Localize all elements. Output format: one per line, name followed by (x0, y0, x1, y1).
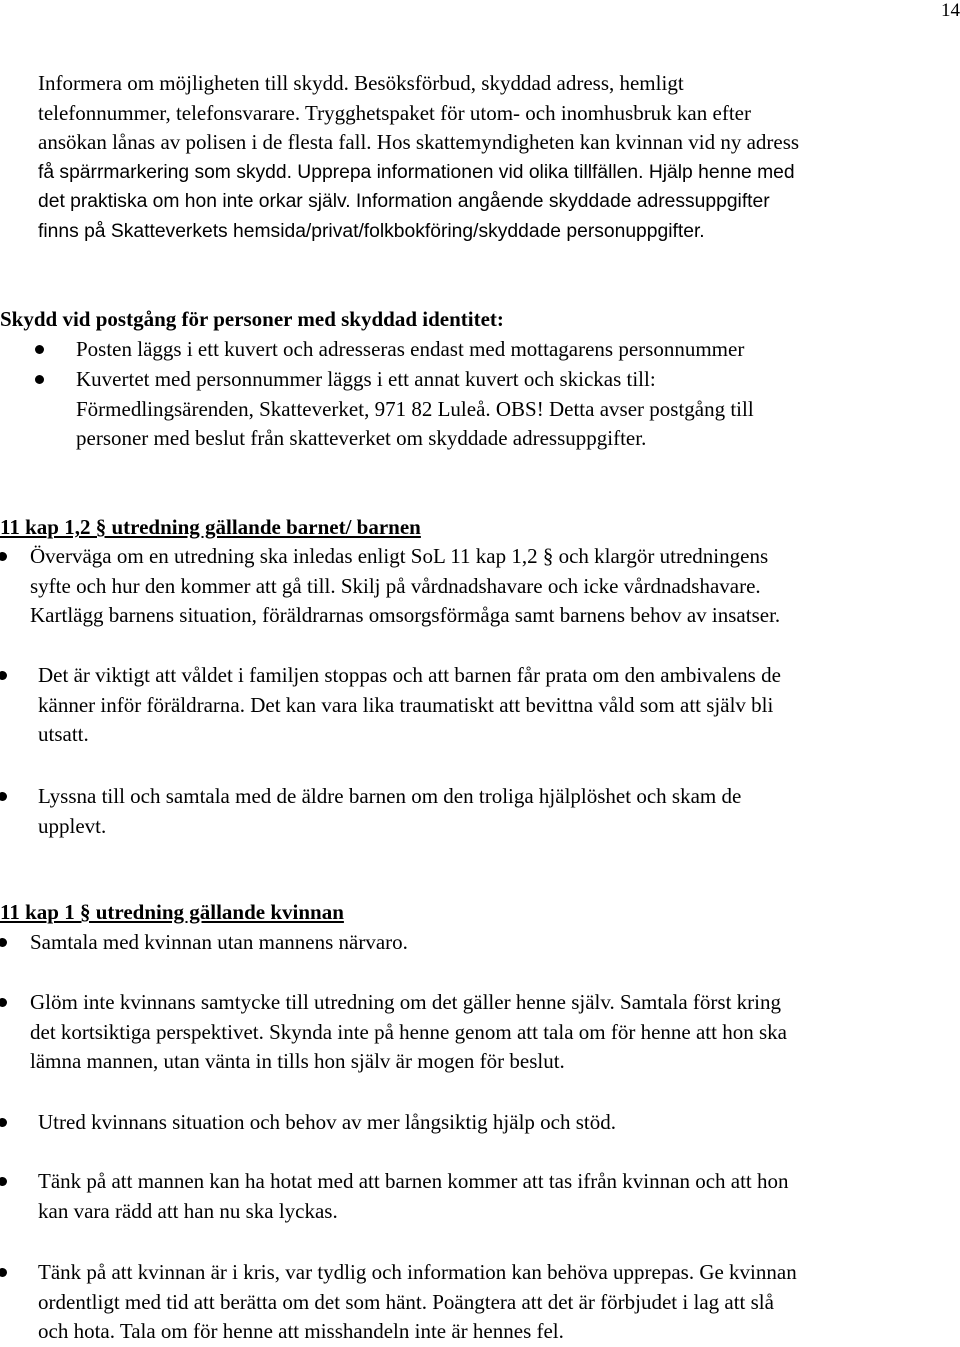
item-line: upplevt. (38, 813, 107, 838)
kvinnan-heading: 11 kap 1 § utredning gällande kvinnan (0, 900, 344, 924)
item-line: Kartlägg barnens situation, föräldrarnas omsorgsförmåga samt barnens behov av insatser. (30, 603, 781, 628)
item-line: Samtala med kvinnan utan mannens närvaro. (30, 930, 408, 954)
kvinnan-item (38, 1108, 616, 1138)
item-line: kan vara rädd att han nu ska lyckas. (38, 1198, 338, 1223)
bullet-icon (0, 1268, 7, 1277)
item-line: Posten läggs i ett kuvert och adresseras endast med mottagarens personnummer (76, 337, 745, 361)
bullet-icon (0, 1118, 7, 1127)
item-line: Lyssna till och samtala med de äldre barnen om den troliga hjälplöshet och skam de (38, 784, 742, 808)
intro-line: Informera om möjligheten till skydd. Besöksförbud, skyddad adress, hemligt (38, 71, 684, 95)
kvinnan-item (38, 1258, 797, 1347)
barnet-item (38, 661, 781, 750)
postgang-item (76, 335, 744, 365)
item-line: ordentligt med tid att berätta om det som hänt. Poängtera att det är förbjudet i lag att slå (38, 1289, 774, 1314)
bullet-icon (0, 938, 7, 947)
bullet-icon (0, 671, 7, 680)
item-line: Kuvertet med personnummer läggs i ett annat kuvert och skickas till: (76, 367, 656, 391)
barnet-heading: 11 kap 1,2 § utredning gällande barnet/ barnen (0, 515, 421, 539)
item-line: lämna mannen, utan vänta in tills hon själv är mogen för beslut. (30, 1049, 565, 1074)
item-line: känner inför föräldrarna. Det kan vara lika traumatiskt att bevittna våld som att själv bli (38, 692, 774, 717)
bullet-icon (0, 998, 7, 1007)
intro-line: finns på Skatteverkets hemsida/privat/folkbokföring/skyddade personuppgifter. (38, 220, 705, 242)
item-line: Tänk på att mannen kan ha hotat med att barnen kommer att tas ifrån kvinnan och att hon (38, 1169, 789, 1193)
intro-line: telefonnummer, telefonsvarare. Trygghetspaket för utom- och inomhusbruk kan efter (38, 100, 751, 125)
item-line: Glöm inte kvinnans samtycke till utredning om det gäller henne själv. Samtala först kring (30, 990, 781, 1014)
item-line: personer med beslut från skatteverket om skyddade adressuppgifter. (76, 426, 647, 451)
barnet-item (38, 782, 741, 841)
postgang-heading: Skydd vid postgång för personer med skyddad identitet: (0, 307, 504, 331)
item-line: Förmedlingsärenden, Skatteverket, 971 82 Luleå. OBS! Detta avser postgång till (76, 396, 754, 421)
item-line: utsatt. (38, 722, 89, 747)
item-line: det kortsiktiga perspektivet. Skynda inte på henne genom att tala om för henne att hon ska (30, 1019, 787, 1044)
intro-paragraph (38, 69, 799, 247)
bullet-icon (35, 375, 44, 384)
item-line: Överväga om en utredning ska inledas enligt SoL 11 kap 1,2 § och klargör utredningens (30, 544, 769, 568)
item-line: syfte och hur den kommer att gå till. Skilj på vårdnadshavare och icke vårdnadshavare. (30, 573, 761, 598)
bullet-icon (0, 552, 7, 561)
page-number: 14 (941, 0, 960, 21)
item-line: och hota. Tala om för henne att misshandeln inte är hennes fel. (38, 1319, 564, 1344)
item-line: Tänk på att kvinnan är i kris, var tydlig och information kan behöva upprepas. Ge kvinnan (38, 1260, 797, 1284)
item-line: Det är viktigt att våldet i familjen stoppas och att barnen får prata om den ambivalens de (38, 663, 781, 687)
kvinnan-item (30, 988, 787, 1077)
postgang-item (76, 365, 754, 454)
bullet-icon (35, 345, 44, 354)
kvinnan-item (38, 1167, 789, 1226)
intro-line: få spärrmarkering som skydd. Upprepa informationen vid olika tillfällen. Hjälp henne med (38, 161, 795, 183)
item-line: Utred kvinnans situation och behov av mer långsiktig hjälp och stöd. (38, 1110, 616, 1134)
intro-line: det praktiska om hon inte orkar själv. Information angående skyddade adressuppgifter (38, 191, 770, 213)
bullet-icon (0, 792, 7, 801)
barnet-item (30, 542, 780, 631)
intro-line: ansökan lånas av polisen i de flesta fall. Hos skattemyndigheten kan kvinnan vid ny adress (38, 130, 800, 155)
bullet-icon (0, 1177, 7, 1186)
kvinnan-item (30, 928, 408, 958)
